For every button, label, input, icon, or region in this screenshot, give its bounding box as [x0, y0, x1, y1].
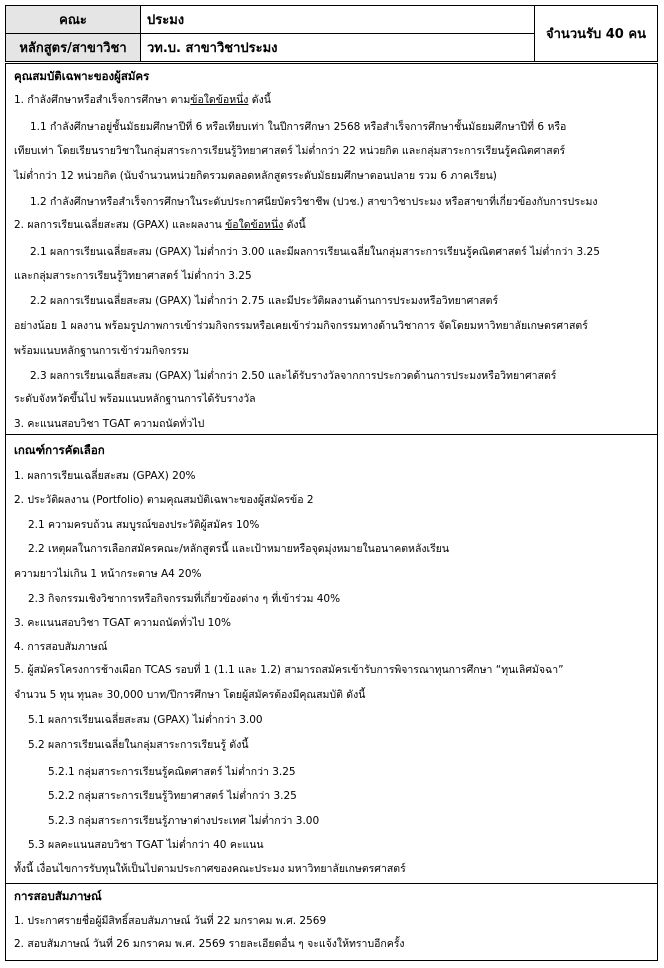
quota-cell: จำนวนรับ 40 คน [535, 6, 658, 62]
interview-item: 2. สอบสัมภาษณ์ วันที่ 26 มกราคม พ.ศ. 2569 รายละเอียดอื่น ๆ จะแจ้งให้ทราบอีกครั้ง [14, 938, 405, 950]
q2-suffix: ดังนี้ [283, 219, 306, 231]
q1-underlined: ข้อใดข้อหนึ่ง [190, 94, 249, 106]
qualification-item: พร้อมแนบหลักฐานการเข้าร่วมกิจกรรม [14, 345, 190, 357]
qualification-item: ระดับจังหวัดขึ้นไป พร้อมแนบหลักฐานการได้รับรางวัล [14, 393, 256, 405]
q2-underlined: ข้อใดข้อหนึ่ง [225, 219, 284, 231]
criteria-section [5, 434, 658, 884]
qualification-item [14, 218, 306, 232]
criteria-item: 2.3 กิจกรรมเชิงวิชาการหรือกิจกรรมที่เกี่ยวข้องต่าง ๆ ที่เข้าร่วม 40% [28, 593, 341, 605]
criteria-item: 5.2.1 กลุ่มสาระการเรียนรู้คณิตศาสตร์ ไม่ต่ำกว่า 3.25 [48, 766, 296, 778]
criteria-note: ทั้งนี้ เงื่อนไขการรับทุนให้เป็นไปตามประกาศของคณะประมง มหาวิทยาลัยเกษตรศาสตร์ [14, 863, 406, 875]
qualification-item: 2.1 ผลการเรียนเฉลี่ยสะสม (GPAX) ไม่ต่ำกว่า 3.00 และมีผลการเรียนเฉลี่ยในกลุ่มสาระการเรียนรู้คณิตศาสตร์ ไม่ต่ำกว่า 3.25 [30, 246, 600, 258]
interview-section [5, 883, 658, 961]
program-value: วท.บ. สาขาวิชาประมง [141, 34, 535, 62]
criteria-item: 4. การสอบสัมภาษณ์ [14, 641, 108, 653]
interview-title: การสอบสัมภาษณ์ [14, 889, 102, 903]
criteria-item: 1. ผลการเรียนเฉลี่ยสะสม (GPAX) 20% [14, 470, 196, 482]
criteria-item: ความยาวไม่เกิน 1 หน้ากระดาษ A4 20% [14, 568, 202, 580]
qualification-item: และกลุ่มสาระการเรียนรู้วิทยาศาสตร์ ไม่ต่ำกว่า 3.25 [14, 270, 252, 282]
criteria-item: 5.2.3 กลุ่มสาระการเรียนรู้ภาษาต่างประเทศ ไม่ต่ำกว่า 3.00 [48, 815, 320, 827]
criteria-item: 5.2 ผลการเรียนเฉลี่ยในกลุ่มสาระการเรียนรู้ ดังนี้ [28, 739, 249, 751]
qualifications-section [5, 63, 658, 435]
faculty-value: ประมง [141, 6, 535, 34]
criteria-item: จำนวน 5 ทุน ทุนละ 30,000 บาท/ปีการศึกษา โดยผู้สมัครต้องมีคุณสมบัติ ดังนี้ [14, 689, 366, 701]
qualification-item: 3. คะแนนสอบวิชา TGAT ความถนัดทั่วไป [14, 418, 205, 430]
criteria-item: 3. คะแนนสอบวิชา TGAT ความถนัดทั่วไป 10% [14, 617, 231, 629]
criteria-item: 2.1 ความครบถ้วน สมบูรณ์ของประวัติผู้สมัคร 10% [28, 519, 260, 531]
qualification-item: 1.1 กำลังศึกษาอยู่ชั้นมัธยมศึกษาปีที่ 6 หรือเทียบเท่า ในปีการศึกษา 2568 หรือสำเร็จการศึกษาชั้นมัธยมศึกษาปีที่ 6 หรือ [30, 121, 567, 133]
q2-prefix: 2. ผลการเรียนเฉลี่ยสะสม (GPAX) และผลงาน [14, 219, 226, 231]
criteria-item: 2.2 เหตุผลในการเลือกสมัครคณะ/หลักสูตรนี้ และเป้าหมายหรือจุดมุ่งหมายในอนาคตหลังเรียน [28, 543, 450, 555]
program-label: หลักสูตร/สาขาวิชา [6, 34, 141, 62]
qualification-item: 1.2 กำลังศึกษาหรือสำเร็จการศึกษาในระดับประกาศนียบัตรวิชาชีพ (ปวช.) สาขาวิชาประมง หรือสาขาที่เกี่ยวข้องกับการประมง [30, 196, 598, 208]
criteria-item: 5.2.2 กลุ่มสาระการเรียนรู้วิทยาศาสตร์ ไม่ต่ำกว่า 3.25 [48, 790, 297, 802]
criteria-title: เกณฑ์การคัดเลือก [14, 443, 105, 457]
qualification-item: เทียบเท่า โดยเรียนรายวิชาในกลุ่มสาระการเรียนรู้วิทยาศาสตร์ ไม่ต่ำกว่า 22 หน่วยกิต และกลุ่มสาระการเรียนรู้คณิตศาสตร์ [14, 145, 566, 157]
qualification-item: 2.2 ผลการเรียนเฉลี่ยสะสม (GPAX) ไม่ต่ำกว่า 2.75 และมีประวัติผลงานด้านการประมงหรือวิทยาศาสตร์ [30, 295, 499, 307]
criteria-item: 5.1 ผลการเรียนเฉลี่ยสะสม (GPAX) ไม่ต่ำกว่า 3.00 [28, 714, 263, 726]
interview-item: 1. ประกาศรายชื่อผู้มีสิทธิ์สอบสัมภาษณ์ วันที่ 22 มกราคม พ.ศ. 2569 [14, 915, 327, 927]
q1-prefix: 1. กำลังศึกษาหรือสำเร็จการศึกษา ตาม [14, 94, 191, 106]
qualification-item [14, 93, 271, 107]
faculty-label: คณะ [6, 6, 141, 34]
qualification-item: 2.3 ผลการเรียนเฉลี่ยสะสม (GPAX) ไม่ต่ำกว่า 2.50 และได้รับรางวัลจากการประกวดด้านการประมงหรือวิทยาศาสตร์ [30, 370, 557, 382]
q1-suffix: ดังนี้ [248, 94, 271, 106]
criteria-item: 2. ประวัติผลงาน (Portfolio) ตามคุณสมบัติเฉพาะของผู้สมัครข้อ 2 [14, 494, 314, 506]
criteria-item: 5.3 ผลคะแนนสอบวิชา TGAT ไม่ต่ำกว่า 40 คะแนน [28, 839, 264, 851]
criteria-item: 5. ผู้สมัครโครงการช้างเผือก TCAS รอบที่ 1 (1.1 และ 1.2) สามารถสมัครเข้ารับการพิจารณาทุนการศึกษา “ทุนเลิศมัจฉา” [14, 664, 564, 676]
program-header-table [5, 5, 658, 62]
qualifications-title: คุณสมบัติเฉพาะของผู้สมัคร [14, 69, 150, 83]
qualification-item: ไม่ต่ำกว่า 12 หน่วยกิต (นับจำนวนหน่วยกิตรวมตลอดหลักสูตรระดับมัธยมศึกษาตอนปลาย รวม 6 ภาคเรียน) [14, 170, 497, 182]
qualification-item: อย่างน้อย 1 ผลงาน พร้อมรูปภาพการเข้าร่วมกิจกรรมหรือเคยเข้าร่วมกิจกรรมทางด้านวิชาการ จัดโดยมหาวิทยาลัยเกษตรศาสตร์ [14, 320, 588, 332]
